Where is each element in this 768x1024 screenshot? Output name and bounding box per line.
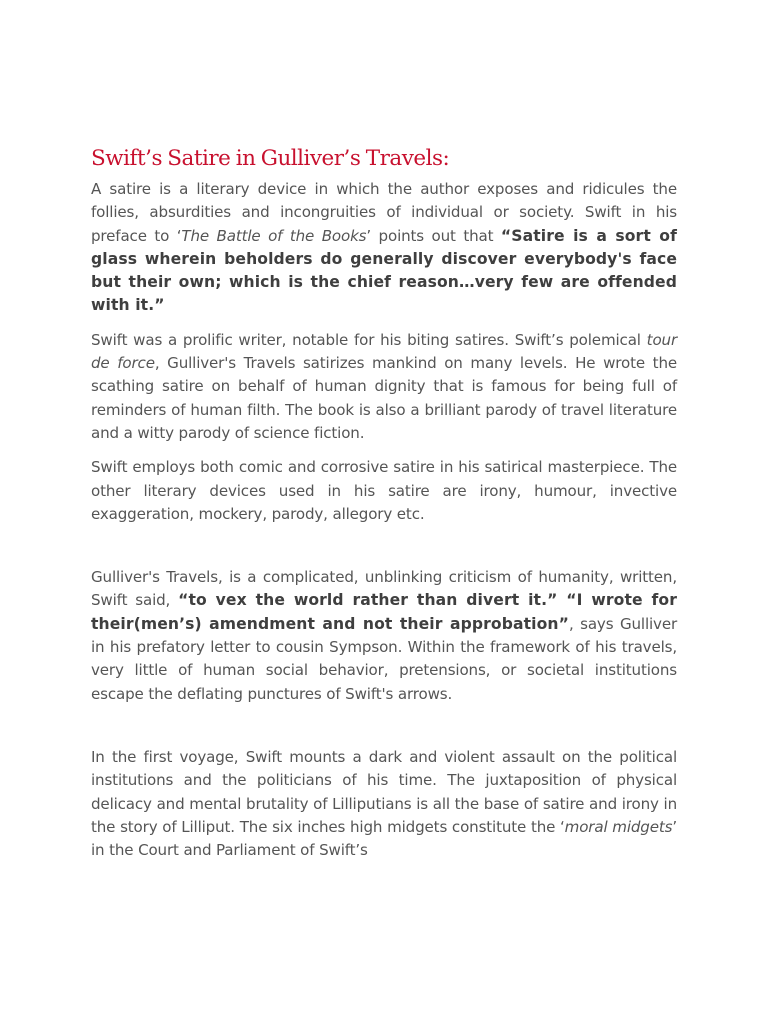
paragraph-literary-devices: Swift employs both comic and corrosive satire in his satirical masterpiece. The other literary devices used in his satire are irony, humour, invective exaggeration, mockery, parody, allegory etc. [91, 458, 677, 523]
satire-quote: “Satire is a sort of glass wherein beholders do generally discover everybody's face but their own; which is the chief reason…very few are offended with it.” [91, 226, 677, 315]
paragraph-criticism [91, 566, 677, 706]
paragraph-text: , Gulliver's Travels satirizes mankind on many levels. He wrote the scathing satire on behalf of human dignity that is famous for being full of reminders of human filth. The book is also a brilliant parody of travel literature and a witty parody of science fiction. [91, 354, 678, 442]
paragraph-text: , says Gulliver in his prefatory letter to cousin Sympson. Within the framework of his travels, very little of human social behavior, pretensions, or societal institutions escape the deflating punctures of Swift's arrows. [91, 614, 678, 703]
paragraph-text: Swift was a prolific writer, notable for his biting satires. Swift’s polemical [91, 330, 647, 349]
swift-quote: “to vex the world rather than divert it.” “I wrote for their(men’s) amendment and not their approbation” [91, 591, 677, 633]
paragraph-text: A satire is a literary device in which the author exposes and ridicules the follies, absurdities and incongruities of individual or society. Swift in his preface to ‘ [91, 180, 677, 245]
paragraph-prolific-writer [91, 329, 677, 445]
paragraph-text: Gulliver's Travels, is a complicated, unblinking criticism of humanity, written, Swift said, [91, 568, 677, 610]
page-title: Swift’s Satire in Gulliver’s Travels: [91, 146, 450, 171]
paragraph-text: ’ in the Court and Parliament of Swift’s [91, 817, 677, 860]
paragraph-text: In the first voyage, Swift mounts a dark and violent assault on the political institutions and the politicians of his time. The juxtaposition of physical delicacy and mental brutality of Lilliputians is all the base of satire and irony in the story of Lilliput. The six inches high midgets constitute the ‘ [91, 747, 677, 836]
paragraph-text: ’ points out that [366, 226, 501, 245]
emphasis-phrase: tour de force [91, 330, 677, 373]
emphasis-phrase: moral midgets [564, 817, 673, 836]
book-title: The Battle of the Books [181, 226, 367, 245]
paragraph-satire-definition [91, 178, 677, 318]
document-body [91, 146, 677, 862]
paragraph-first-voyage [91, 746, 677, 862]
